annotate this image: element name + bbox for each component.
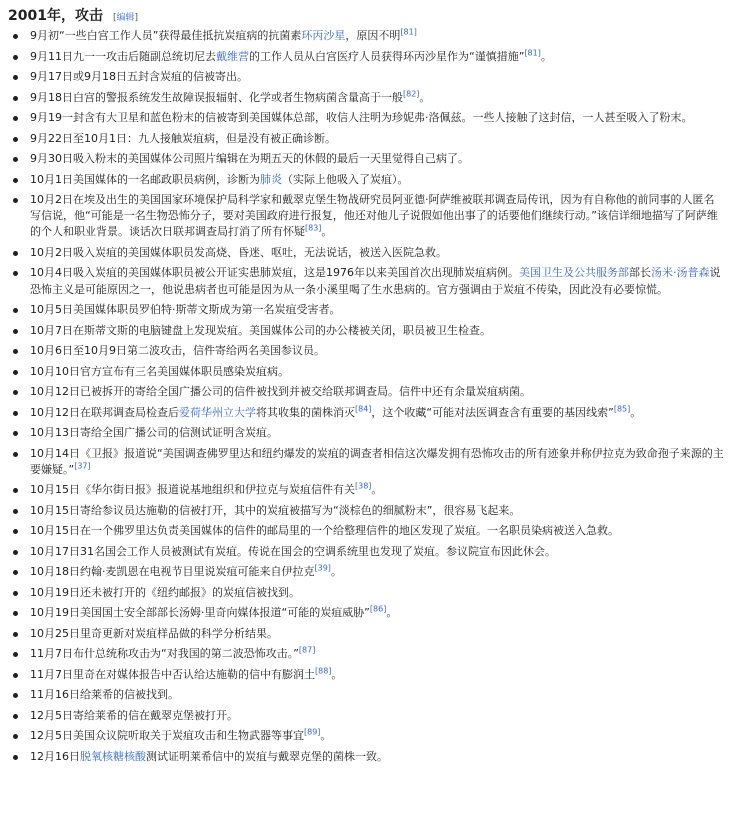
item-text: ，原因不明: [345, 29, 401, 42]
item-text: 。: [331, 667, 343, 681]
list-item: [8, 110, 725, 126]
item-text: 说恐怖主义是可能原因之一，他说患病者也可能是因为从一条小溪里喝了生水患病的。官方强调由于炭疽不传染，因此没有必要惊慌。: [30, 266, 721, 296]
list-item: [8, 364, 725, 380]
wiki-link[interactable]: 爱荷华州立大学: [179, 405, 256, 419]
item-text: 9月初“一些白宫工作人员”获得最佳抵抗炭疽病的抗菌素: [30, 29, 302, 42]
item-text: 10月10日官方宣布有三名美国媒体职员感染炭疽病。: [30, 364, 289, 378]
item-text: 的工作人员从白宫医疗人员获得环丙沙星作为“谨慎措施”: [249, 49, 525, 63]
item-text: 10月1日美国媒体的一名邮政职员病例，诊断为: [30, 172, 260, 186]
item-text: 12月16日: [30, 749, 80, 763]
list-item: [8, 687, 725, 703]
item-text: 部长: [629, 266, 651, 280]
item-text: 10月13日寄给全国广播公司的信测试证明含炭疽。: [30, 426, 278, 440]
list-item: [8, 446, 725, 478]
citation-link[interactable]: [37]: [74, 461, 91, 471]
item-text: 10月15日寄给参议员达施勒的信被打开，其中的炭疽被描写为“淡棕色的细腻粉末”，很容易飞起来。: [30, 503, 521, 517]
item-text: 10月19日美国国土安全部部长汤姆·里奇向媒体报道“可能的炭疽威胁”: [30, 606, 370, 620]
edit-bracket-open: [: [112, 13, 117, 23]
citation-link[interactable]: [81]: [400, 27, 417, 37]
citation-link[interactable]: [87]: [298, 645, 316, 655]
section-header: [8, 5, 725, 27]
item-text: 。: [386, 606, 398, 620]
list-item: [8, 192, 725, 241]
edit-link[interactable]: 编辑: [116, 13, 135, 23]
citation-link[interactable]: [85]: [613, 403, 631, 413]
wiki-link[interactable]: 肺炎: [260, 172, 282, 186]
citation-link[interactable]: [81]: [524, 47, 541, 57]
list-item: [8, 544, 725, 560]
list-item: [8, 69, 725, 85]
list-item: [8, 302, 725, 318]
item-text: 。: [321, 225, 333, 239]
edit-bracket-close: ]: [134, 13, 139, 23]
item-text: 10月19日还未被打开的《纽约邮报》的炭疽信被找到。: [30, 585, 300, 599]
list-item: [8, 343, 725, 359]
item-text: ，这个收藏“可能对法医调查含有重要的基因线索”: [371, 405, 614, 419]
list-item: [8, 503, 725, 519]
item-text: 10月18日约翰·麦凯恩在电视节目里说炭疽可能来自伊拉克: [30, 565, 315, 579]
list-item: [8, 172, 725, 188]
item-text: （实际上他吸入了炭疽）。: [282, 172, 409, 186]
item-text: 测试证明莱希信中的炭疽与戴翠克堡的菌株一致。: [146, 749, 388, 763]
item-text: 12月5日美国众议院听取关于炭疽攻击和生物武器等事宜: [30, 729, 304, 743]
list-item: [8, 151, 725, 167]
item-text: 12月5日寄给莱希的信在戴翠克堡被打开。: [30, 708, 238, 722]
item-text: 11月16日给莱希的信被找到。: [30, 688, 179, 702]
item-text: 9月22日至10月1日：九人接触炭疽病，但是没有被正确诊断。: [30, 131, 336, 145]
item-text: 10月14日《卫报》报道说“美国调查佛罗里达和纽约爆发的炭疽的调查者相信这次爆发拥有恐怖攻击的所有迹象并称伊拉克为致命孢子来源的主要嫌疑。”: [30, 446, 724, 476]
item-text: 11月7日布什总统称攻击为“对我国的第二波恐怖攻击。”: [30, 647, 299, 661]
list-item: [8, 749, 725, 765]
list-item: [8, 425, 725, 441]
citation-link[interactable]: [39]: [314, 563, 331, 573]
section-title: 2001年，攻击: [8, 8, 103, 24]
event-list: [8, 28, 725, 765]
item-text: 10月2日吸入炭疽的美国媒体职员发高烧、昏迷、呕吐，无法说话，被送入医院急救。: [30, 245, 447, 259]
wiki-link[interactable]: 美国卫生及公共服务部: [519, 266, 629, 280]
citation-link[interactable]: [89]: [304, 727, 321, 737]
list-item: [8, 265, 725, 297]
list-item: [8, 667, 725, 683]
list-item: [8, 605, 725, 621]
list-item: [8, 523, 725, 539]
list-item: [8, 482, 725, 498]
list-item: [8, 245, 725, 261]
item-text: 。: [630, 405, 642, 419]
item-text: 10月15日《华尔街日报》报道说基地组织和伊拉克与炭疽信件有关: [30, 483, 355, 497]
item-text: 10月12日在联邦调查局检查后: [30, 405, 179, 419]
list-item: [8, 564, 725, 580]
list-item: [8, 323, 725, 339]
citation-link[interactable]: [82]: [403, 88, 420, 98]
list-item: [8, 49, 725, 65]
item-text: 将其收集的菌株消灭: [256, 405, 355, 419]
item-text: 。: [320, 729, 332, 743]
list-item: [8, 90, 725, 106]
list-item: [8, 384, 725, 400]
item-text: 10月12日已被拆开的寄给全国广播公司的信件被找到并被交给联邦调查局。信件中还有余量炭疽病菌。: [30, 385, 531, 399]
list-item: [8, 646, 725, 662]
item-text: 11月7日里奇在对媒体报告中否认给达施勒的信中有膨润土: [30, 667, 315, 681]
citation-link[interactable]: [88]: [315, 666, 332, 676]
wiki-link[interactable]: 脱氧核糖核酸: [80, 749, 146, 763]
item-text: 10月7日在斯蒂文斯的电脑键盘上发现炭疽。美国媒体公司的办公楼被关闭，职员被卫生检查。: [30, 323, 491, 337]
item-text: 9月17日或9月18日五封含炭疽的信被寄出。: [30, 70, 248, 83]
list-item: [8, 131, 725, 147]
citation-link[interactable]: [86]: [369, 604, 387, 614]
item-text: 10月2日在埃及出生的美国国家环境保护局科学家和戴翠克堡生物战研究员阿亚德·阿萨维被联邦调查局传讯，因为有自称他的前同事的人匿名写信说，他“可能是一名生物恐怖分子，要对美国政府进行报复，他还对他儿子说假如他出事了的话要他们继续行动。”该信详细地描写了阿萨维的个人和职业背景。谈话次日联邦调查局打消了所有怀疑: [30, 193, 718, 239]
item-text: 10月5日美国媒体职员罗伯特·斯蒂文斯成为第一名炭疽受害者。: [30, 303, 341, 317]
citation-link[interactable]: [84]: [355, 403, 372, 413]
list-item: [8, 585, 725, 601]
item-text: 9月30日吸入粉末的美国媒体公司照片编辑在为期五天的休假的最后一天里觉得自己病了。: [30, 152, 469, 165]
list-item: [8, 728, 725, 744]
item-text: 10月17日31名国会工作人员被测试有炭疽。传说在国会的空调系统里也发现了炭疽。参议院宣布因此休会。: [30, 544, 556, 558]
list-item: [8, 626, 725, 642]
wiki-link[interactable]: 环丙沙星: [301, 29, 346, 42]
list-item: [8, 28, 725, 44]
item-text: 9月19一封含有大卫星和蓝色粉末的信被寄到美国媒体总部，收信人注明为珍妮弗·洛佩兹。一些人接触了这封信，一人甚至吸入了粉末。: [30, 111, 693, 124]
item-text: 。: [540, 49, 552, 63]
item-text: 10月6日至10月9日第二波攻击，信件寄给两名美国参议员。: [30, 344, 325, 358]
wiki-link[interactable]: 汤米·汤普森: [651, 266, 710, 280]
citation-link[interactable]: [38]: [355, 481, 372, 491]
item-text: 。: [371, 483, 383, 497]
item-text: 9月18日白宫的警报系统发生故障误报辐射、化学或者生物病菌含量高于一般: [30, 90, 403, 104]
wiki-link[interactable]: 戴维营: [216, 49, 249, 63]
list-item: [8, 708, 725, 724]
edit-section: [113, 10, 138, 23]
item-text: 10月15日在一个佛罗里达负责美国媒体的信件的邮局里的一个给整理信件的地区发现了炭疽。一名职员染病被送入急救。: [30, 524, 619, 538]
item-text: 。: [330, 565, 342, 579]
item-text: 10月4日吸入炭疽的美国媒体职员被公开证实患肺炭疽，这是1976年以来美国首次出现肺炭疽病例。: [30, 266, 519, 280]
item-text: 。: [419, 90, 431, 104]
item-text: 10月25日里奇更新对炭疽样品做的科学分析结果。: [30, 626, 278, 640]
item-text: 9月11日九一一攻击后随副总统切尼去: [30, 49, 216, 63]
list-item: [8, 405, 725, 421]
citation-link[interactable]: [83]: [305, 223, 322, 233]
